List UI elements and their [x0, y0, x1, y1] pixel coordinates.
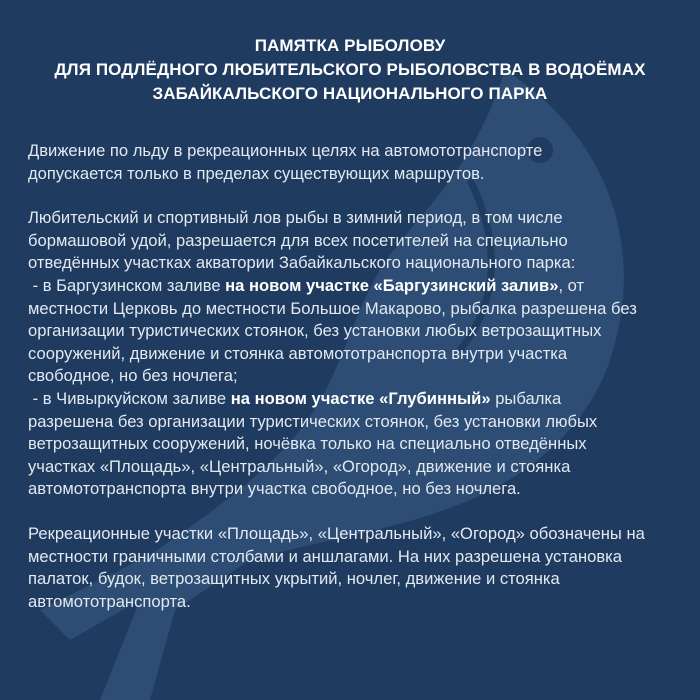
text-line: местности граничными столбами и аншлагами. На них разрешена установка	[28, 546, 623, 566]
title-line-3: ЗАБАЙКАЛЬСКОГО НАЦИОНАЛЬНОГО ПАРКА	[152, 84, 548, 103]
text-fragment: рыбалка	[490, 388, 562, 408]
title-line-2: ДЛЯ ПОДЛЁДНОГО ЛЮБИТЕЛЬСКОГО РЫБОЛОВСТВА В ВОДОЁМАХ	[54, 60, 646, 79]
title-line-1: ПАМЯТКА РЫБОЛОВУ	[254, 36, 446, 55]
paragraph-ice-traffic	[28, 140, 672, 185]
text-line: местности Церковь до местности Большое Макарово, рыбалка разрешена без	[28, 298, 637, 318]
text-fragment: , от	[558, 275, 585, 295]
text-line: участках «Площадь», «Центральный», «Огород», движение и стоянка	[28, 456, 571, 476]
text-line: автомототранспорта.	[28, 591, 191, 611]
text-fragment: - в Чивыркуйском заливе	[28, 388, 231, 408]
text-line: Движение по льду в рекреационных целях на автомототранспорте	[28, 141, 543, 160]
text-line: Рекреационные участки «Площадь», «Центральный», «Огород» обозначены на	[28, 523, 645, 543]
text-line: допускается только в пределах существующих маршрутов.	[28, 163, 485, 183]
text-line: организации туристических стоянок, без установки любых ветрозащитных	[28, 321, 602, 341]
text-line: сооружений, движение и стоянка автомототранспорта внутри участка	[28, 343, 568, 363]
text-line: Любительский и спортивный лов рыбы в зимний период, в том числе	[28, 208, 563, 228]
paragraph-fishing-rules	[28, 207, 672, 501]
text-line: свободное, но без ночлега;	[28, 366, 238, 386]
page-title	[28, 34, 672, 106]
bold-site-barguzin: на новом участке «Баргузинский залив»	[225, 275, 559, 295]
text-line: ветрозащитных сооружений, ночёвка только на специально отведённых	[28, 434, 587, 454]
bold-site-glubinny: на новом участке «Глубинный»	[230, 388, 491, 408]
text-line: разрешена без организации туристических стоянок, без установки любых	[28, 411, 598, 431]
text-line-barguzin	[28, 275, 672, 298]
text-fragment: - в Баргузинском заливе	[28, 275, 226, 295]
text-line: бормашовой удой, разрешается для всех посетителей на специально	[28, 230, 568, 250]
paragraph-recreation-sites	[28, 523, 672, 613]
text-line: палаток, будок, ветрозащитных укрытий, ночлег, движение и стоянка	[28, 569, 560, 589]
text-line: отведённых участках акватории Забайкальского национального парка:	[28, 253, 576, 273]
text-line-glubinny	[28, 388, 672, 411]
text-line: автомототранспорта внутри участка свободное, но без ночлега.	[28, 479, 521, 499]
